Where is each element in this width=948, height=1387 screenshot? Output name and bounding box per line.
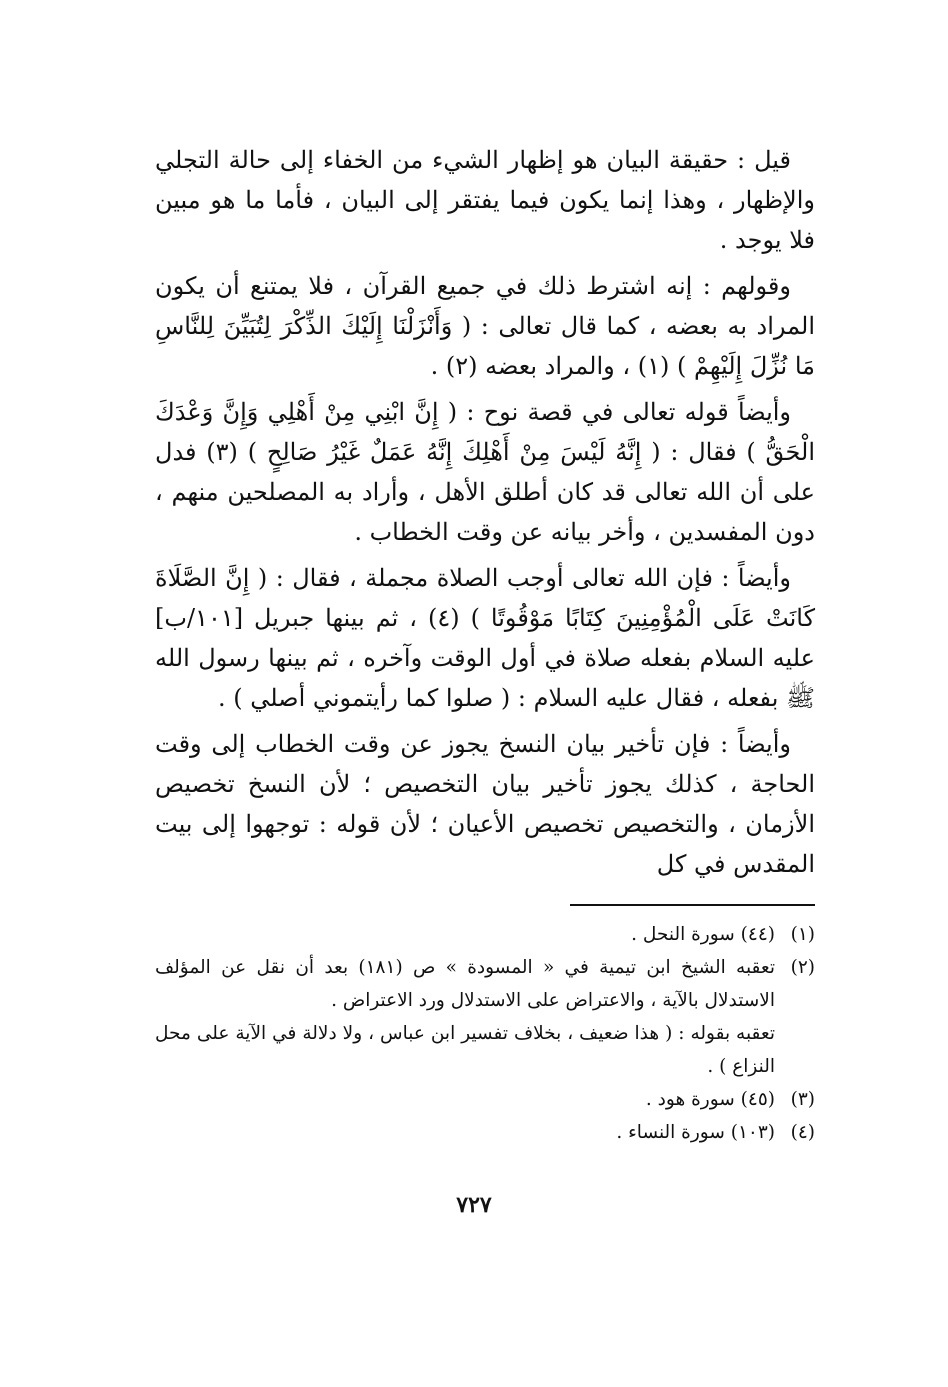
footnote-text: تعقبه الشيخ ابن تيمية في « المسودة » ص (١٨١) بعد أن نقل عن المؤلف الاستدلال بالآية ، والاعتراض على الاستدلال ورد الاعتراض . [155,957,775,1011]
page-content [155,140,815,1149]
footnote-2-continuation: تعقبه بقوله : ( هذا ضعيف ، بخلاف تفسير ابن عباس ، ولا دلالة في الآية على محل النزاع ) . [155,1023,775,1077]
paragraph-5: وأيضاً : فإن تأخير بيان النسخ يجوز عن وقت الخطاب إلى وقت الحاجة ، كذلك يجوز تأخير بيان التخصيص ؛ لأن النسخ تخصيص الأزمان ، والتخصيص تخصيص الأعيان ؛ لأن قوله : توجهوا إلى بيت المقدس في كل [155,730,815,878]
footnote-separator [570,904,815,906]
footnote-number: (٢) [790,957,815,978]
paragraph-2: وقولهم : إنه اشترط ذلك في جميع القرآن ، فلا يمتنع أن يكون المراد به بعضه ، كما قال تعالى : ( وَأَنْزَلْنَا إِلَيْكَ الذِّكْرَ لِتُبَيِّنَ لِلنَّاسِ مَا نُزِّلَ إِلَيْهِمْ ) (١) ، والمراد بعضه (٢) . [155,272,815,380]
paragraph-3: وأيضاً قوله تعالى في قصة نوح : ( إِنَّ ابْنِي مِنْ أَهْلِي وَإِنَّ وَعْدَكَ الْحَقُّ ) فقال : ( إِنَّهُ لَيْسَ مِنْ أَهْلِكَ إِنَّهُ عَمَلٌ غَيْرُ صَالِحٍ ) (٣) فدل على أن الله تعالى قد كان أطلق الأهل ، وأراد به المصلحين منهم ، دون المفسدين ، وأخر بيانه عن وقت الخطاب . [155,398,815,546]
footnote-text: (٤٥) سورة هود . [645,1089,775,1110]
footnote-3 [155,1083,815,1116]
footnote-number: (١) [790,924,815,945]
page-number: ٧٢٧ [456,1192,492,1218]
paragraph-1: قيل : حقيقة البيان هو إظهار الشيء من الخفاء إلى حالة التجلي والإظهار ، وهذا إنما يكون فيما يفتقر إلى البيان ، فأما ما هو مبين فلا يوجد . [155,146,815,254]
main-text [155,140,815,884]
footnote-text: (١٠٣) سورة النساء . [616,1122,775,1143]
footnote-1 [155,918,815,951]
paragraph-4: وأيضاً : فإن الله تعالى أوجب الصلاة مجملة ، فقال : ( إِنَّ الصَّلَاةَ كَانَتْ عَلَى الْمُؤْمِنِينَ كِتَابًا مَوْقُوتًا ) (٤) ، ثم بينها جبريل [١٠١/ب] عليه السلام بفعله صلاة في أول الوقت وآخره ، ثم بينها رسول الله ﷺ بفعله ، فقال عليه السلام : ( صلوا كما رأيتموني أصلي ) . [155,564,815,712]
footnote-4 [155,1116,815,1149]
footnote-2 [155,951,815,1017]
footnote-text: (٤٤) سورة النحل . [631,924,775,945]
footnotes [155,918,815,1149]
footnote-number: (٣) [790,1089,815,1110]
footnote-number: (٤) [790,1122,815,1143]
